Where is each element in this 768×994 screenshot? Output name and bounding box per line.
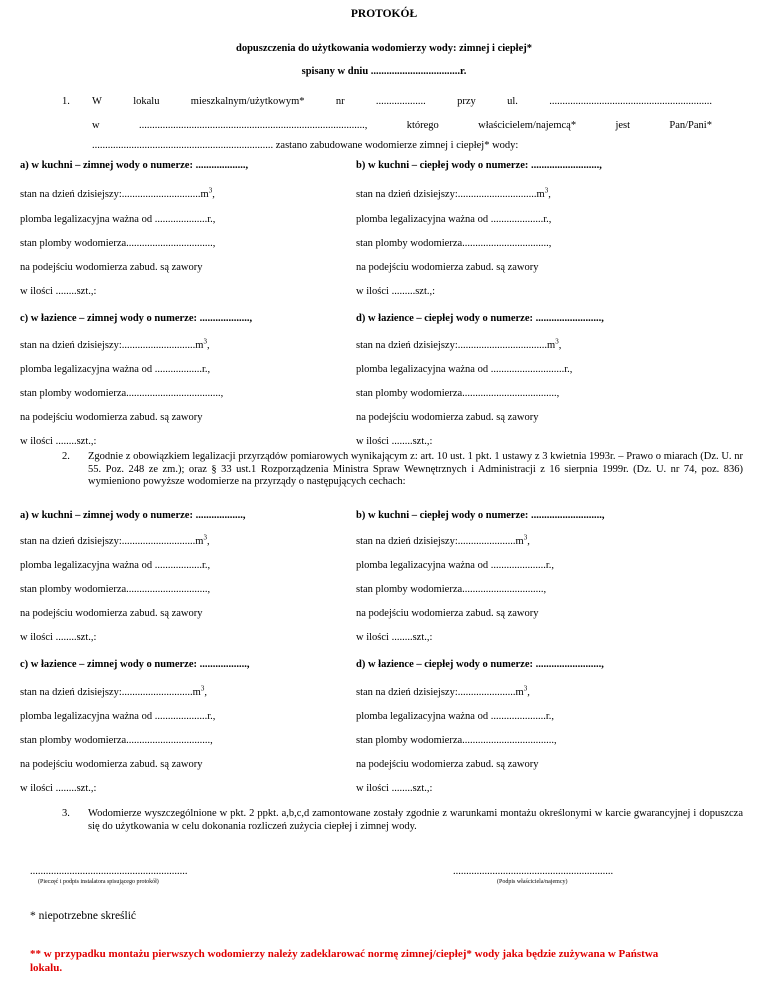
b2-a-sealstate: stan plomby wodomierza...............................,: [20, 584, 211, 595]
b2-a-valves: na podejściu wodomierza zabud. są zawory: [20, 608, 203, 619]
b2-a-seal: plomba legalizacyjna ważna od ..................r.,: [20, 560, 211, 571]
footnote-strike: * niepotrzebne skreślić: [30, 910, 137, 922]
page-title: PROTOKÓŁ: [350, 8, 418, 20]
b1-c-title: c) w łazience – zimnej wody o numerze: ...................,: [20, 313, 253, 324]
b1-d-sealstate: stan plomby wodomierza....................................,: [356, 388, 560, 399]
b2-d-state: stan na dzień $dzisiejszy:......................m^3$,: [356, 684, 530, 698]
b1-a-seal: plomba legalizacyjna ważna od ....................r.,: [20, 214, 216, 225]
b1-b-qty: w ilości .........szt.,:: [356, 286, 436, 297]
section1-line1-word: ..............................................................: [549, 96, 712, 107]
document-subtitle: dopuszczenia do użytkowania wodomierzy wody: zimnej i ciepłej*: [235, 43, 533, 54]
section1-line2-word: ......................................................................................,: [138, 120, 368, 131]
b1-a-valves: na podejściu wodomierza zabud. są zawory: [20, 262, 203, 273]
section1-line2-word: Pan/Pani*: [669, 120, 712, 131]
b2-b-valves: na podejściu wodomierza zabud. są zawory: [356, 608, 539, 619]
b2-a-state: stan na dzień $dzisiejszy:............................m^3$,: [20, 533, 210, 547]
b2-b-seal: plomba legalizacyjna ważna od .....................r.,: [356, 560, 554, 571]
section1-line1-word: mieszkalnym/użytkowym*: [190, 96, 305, 107]
b2-d-valves: na podejściu wodomierza zabud. są zawory: [356, 759, 539, 770]
owner-signature-line: .............................................................: [453, 866, 614, 877]
b1-a-title: a) w kuchni – zimnej wody o numerze: ...................,: [20, 160, 249, 171]
b2-a-qty: w ilości ........szt.,:: [20, 632, 97, 643]
owner-signature-caption: (Podpis właściciela/najemcy): [497, 879, 568, 885]
b1-d-state: stan na dzień $dzisiejszy:..................................m^3$,: [356, 337, 562, 351]
date-line: spisany w dniu ..................................r.: [301, 66, 467, 77]
section1-line1-word: ul.: [507, 96, 518, 107]
b1-b-sealstate: stan plomby wodomierza.................................,: [356, 238, 552, 249]
b2-d-qty: w ilości ........szt.,:: [356, 783, 433, 794]
footnote-warning: ** w przypadku montażu pierwszych wodomierzy należy zadeklarować normę zimnej/ciepłej* wody jaka będzie zużywana w Państwa lokalu.: [30, 948, 659, 974]
section1-number: 1.: [62, 96, 70, 107]
b1-d-valves: na podejściu wodomierza zabud. są zawory: [356, 412, 539, 423]
b1-b-seal: plomba legalizacyjna ważna od ....................r.,: [356, 214, 552, 225]
installer-signature-caption: (Pieczęć i podpis instalatora spisującego protokół): [38, 879, 159, 885]
b2-b-state: stan na dzień $dzisiejszy:......................m^3$,: [356, 533, 530, 547]
section2-text: Zgodnie z obowiązkiem legalizacji przyrządów pomiarowych wynikającym z: art. 10 ust. 1 pkt. 1 ustawy z 3 kwietnia 1993r. – Prawo o miarach (Dz. U. nr 55. Poz. 248 ze zm.); oraz § 33 ust.1 Rozporządzenia Ministra Spraw Wewnętrznych i Administracji z 16 sierpnia 1999r. (Dz. U. nr 74, poz. 836) wymieniono powyższe wodomierze na przyrządy o następujących cechach:: [88, 451, 743, 487]
b1-d-qty: w ilości ........szt.,:: [356, 436, 433, 447]
section1-line1-word: lokalu: [133, 96, 160, 107]
section1-line1-word: przy: [457, 96, 476, 107]
section3-number: 3.: [62, 808, 70, 819]
b2-d-seal: plomba legalizacyjna ważna od .....................r.,: [356, 711, 554, 722]
b1-a-qty: w ilości ........szt.,:: [20, 286, 97, 297]
section1-line1-word: ...................: [375, 96, 426, 107]
section1-line3: ..................................................................... zastano zabudowane wodomierze zimnej i ciepłej* wody:: [92, 140, 519, 151]
section1-line2-word: którego: [406, 120, 439, 131]
section3-text: Wodomierze wyszczególnione w pkt. 2 ppkt. a,b,c,d zamontowane zostały zgodnie z warunkami montażu określonymi w karcie gwarancyjnej i dopuszcza się do użytkowania w celu dokonania rozliczeń zużycia ciepłej i zimnej wody.: [88, 808, 743, 832]
b1-b-title: b) w kuchni – ciepłej wody o numerze: ..........................,: [356, 160, 602, 171]
b2-c-valves: na podejściu wodomierza zabud. są zawory: [20, 759, 203, 770]
section2-number: 2.: [62, 451, 70, 462]
b1-c-qty: w ilości ........szt.,:: [20, 436, 97, 447]
b2-c-state: stan na dzień $dzisiejszy:...........................m^3$,: [20, 684, 207, 698]
b2-b-sealstate: stan plomby wodomierza...............................,: [356, 584, 547, 595]
b2-c-sealstate: stan plomby wodomierza................................,: [20, 735, 213, 746]
b2-c-seal: plomba legalizacyjna ważna od ....................r.,: [20, 711, 216, 722]
section1-line1-word: W: [92, 96, 102, 107]
b1-b-valves: na podejściu wodomierza zabud. są zawory: [356, 262, 539, 273]
b2-c-title: c) w łazience – zimnej wody o numerze: ..................,: [20, 659, 250, 670]
b2-a-title: a) w kuchni – zimnej wody o numerze: ..................,: [20, 510, 246, 521]
b2-d-sealstate: stan plomby wodomierza...................................,: [356, 735, 557, 746]
b1-c-valves: na podejściu wodomierza zabud. są zawory: [20, 412, 203, 423]
section1-line2-word: jest: [615, 120, 631, 131]
b1-b-state: stan na dzień $dzisiejszy:..............................m^3$,: [356, 186, 551, 200]
b1-c-seal: plomba legalizacyjna ważna od ..................r.,: [20, 364, 211, 375]
b1-c-sealstate: stan plomby wodomierza....................................,: [20, 388, 224, 399]
b1-c-state: stan na dzień $dzisiejszy:............................m^3$,: [20, 337, 210, 351]
b2-b-qty: w ilości ........szt.,:: [356, 632, 433, 643]
b1-a-state: stan na dzień $dzisiejszy:..............................m^3$,: [20, 186, 215, 200]
installer-signature-line: ............................................................: [30, 866, 188, 877]
section1-line2-word: właścicielem/najemcą*: [478, 120, 577, 131]
section1-line2-word: w: [92, 120, 100, 131]
b1-d-title: d) w łazience – ciepłej wody o numerze: .........................,: [356, 313, 604, 324]
section1-line1-word: nr: [335, 96, 345, 107]
section1-line2: [92, 120, 712, 131]
section1-line1: [92, 96, 712, 107]
b2-c-qty: w ilości ........szt.,:: [20, 783, 97, 794]
b2-d-title: d) w łazience – ciepłej wody o numerze: .........................,: [356, 659, 604, 670]
b1-d-seal: plomba legalizacyjna ważna od ............................r.,: [356, 364, 573, 375]
b2-b-title: b) w kuchni – ciepłej wody o numerze: ...........................,: [356, 510, 605, 521]
b1-a-sealstate: stan plomby wodomierza.................................,: [20, 238, 216, 249]
